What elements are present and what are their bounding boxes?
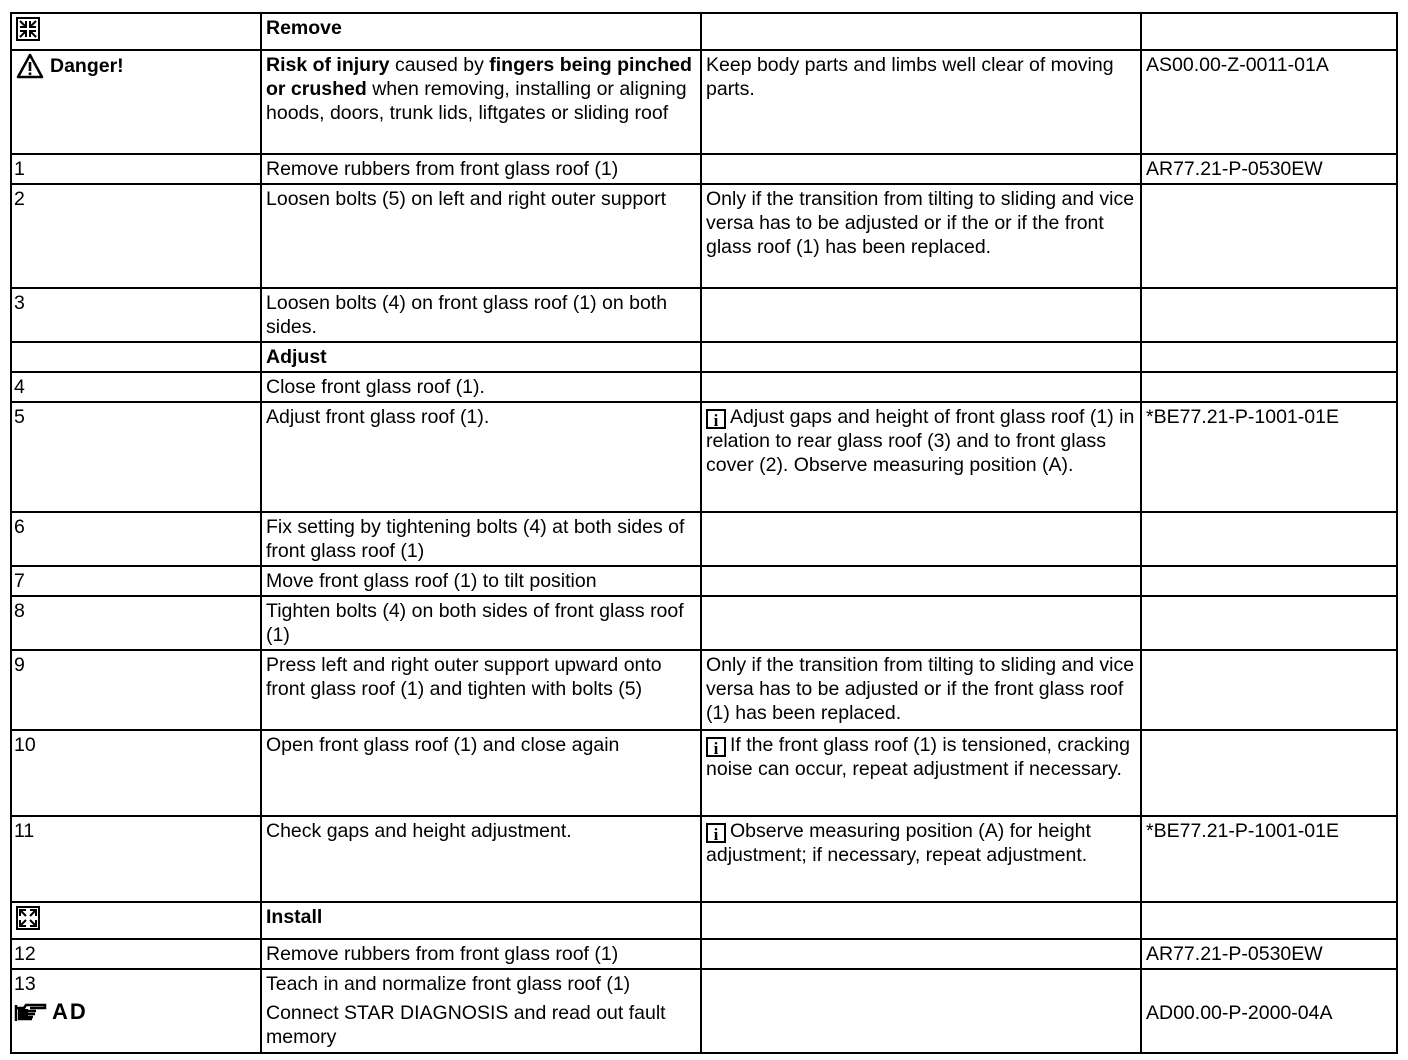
step-row (11, 566, 1397, 596)
section-title: Adjust (261, 342, 701, 372)
section-title: Install (261, 902, 701, 939)
step-row (11, 512, 1397, 566)
step-text: Adjust front glass roof (1). (261, 402, 701, 512)
reference-link[interactable]: AD00.00-P-2000-04A (1146, 1002, 1333, 1024)
step-text: Remove rubbers from front glass roof (1) (261, 154, 701, 184)
reference-link (1141, 596, 1397, 650)
pointing-hand-icon (14, 1001, 48, 1023)
step-note (701, 596, 1141, 650)
step-row (11, 596, 1397, 650)
step-note: i If the front glass roof (1) is tensioned, cracking noise can occur, repeat adjustment if necessary. (701, 730, 1141, 816)
info-icon: i (706, 409, 726, 429)
step-text: Move front glass roof (1) to tilt position (261, 566, 701, 596)
step-number: 4 (11, 372, 261, 402)
step-text: Tighten bolts (4) on both sides of front glass roof (1) (261, 596, 701, 650)
step-row (11, 372, 1397, 402)
removal-icon (16, 17, 40, 41)
step-text: Open front glass roof (1) and close again (261, 730, 701, 816)
step-row (11, 288, 1397, 342)
step-row (11, 184, 1397, 288)
step-note (701, 512, 1141, 566)
reference-link[interactable]: *BE77.21-P-1001-01E (1141, 816, 1397, 902)
step-number: 9 (11, 650, 261, 730)
reference-link[interactable]: AR77.21-P-0530EW (1141, 154, 1397, 184)
step-note: Only if the transition from tilting to sliding and vice versa has to be adjusted or if the front glass roof (1) has been replaced. (701, 650, 1141, 730)
step-row (11, 939, 1397, 969)
step-number: 11 (11, 816, 261, 902)
step-text: Check gaps and height adjustment. (261, 816, 701, 902)
ad-label: AD (52, 999, 88, 1024)
danger-text: Risk of injury caused by fingers being pinched or crushed when removing, installing or aligning hoods, doors, trunk lids, liftgates or sliding roof (261, 50, 701, 154)
step-note (701, 566, 1141, 596)
step-number: 8 (11, 596, 261, 650)
step-row (11, 402, 1397, 512)
step-row (11, 730, 1397, 816)
info-icon: i (706, 823, 726, 843)
step-number: 13 (14, 973, 36, 995)
danger-note: Keep body parts and limbs well clear of moving parts. (701, 50, 1141, 154)
step-text: Fix setting by tightening bolts (4) at both sides of front glass roof (1) (261, 512, 701, 566)
section-row-remove (11, 13, 1397, 50)
step-note (701, 288, 1141, 342)
step-note (701, 969, 1141, 1053)
step-text: Close front glass roof (1). (261, 372, 701, 402)
reference-link[interactable]: *BE77.21-P-1001-01E (1141, 402, 1397, 512)
step-text-secondary: Connect STAR DIAGNOSIS and read out fault memory (266, 1002, 666, 1048)
step-note: Only if the transition from tilting to sliding and vice versa has to be adjusted or if the or if the front glass roof (1) has been replaced. (701, 184, 1141, 288)
warning-triangle-icon (16, 53, 44, 79)
danger-row (11, 50, 1397, 154)
reference-link (1141, 512, 1397, 566)
step-row (11, 816, 1397, 902)
reference-link (1141, 184, 1397, 288)
procedure-table (10, 12, 1398, 1054)
step-note (701, 939, 1141, 969)
reference-link (1141, 730, 1397, 816)
reference-link (1141, 650, 1397, 730)
info-icon: i (706, 737, 726, 757)
step-text: Loosen bolts (4) on front glass roof (1) on both sides. (261, 288, 701, 342)
reference-link (1141, 372, 1397, 402)
step-number: 1 (11, 154, 261, 184)
reference-link (1141, 566, 1397, 596)
step-note: i Observe measuring position (A) for height adjustment; if necessary, repeat adjustment. (701, 816, 1141, 902)
section-title: Remove (261, 13, 701, 50)
section-row-adjust (11, 342, 1397, 372)
step-note: i Adjust gaps and height of front glass roof (1) in relation to rear glass roof (3) and to front glass cover (2). Observe measuring position (A). (701, 402, 1141, 512)
step-text: Remove rubbers from front glass roof (1) (261, 939, 701, 969)
danger-label: Danger! (50, 55, 124, 77)
step-number: 7 (11, 566, 261, 596)
reference-link (1141, 288, 1397, 342)
step-text: Loosen bolts (5) on left and right outer support (261, 184, 701, 288)
step-text: Press left and right outer support upward onto front glass roof (1) and tighten with bolts (5) (261, 650, 701, 730)
step-note (701, 372, 1141, 402)
step-number: 12 (11, 939, 261, 969)
section-row-install (11, 902, 1397, 939)
step-note (701, 154, 1141, 184)
step-text: Teach in and normalize front glass roof (1) (266, 973, 631, 995)
step-number: 2 (11, 184, 261, 288)
step-row (11, 969, 1397, 1053)
step-number: 10 (11, 730, 261, 816)
step-number: 6 (11, 512, 261, 566)
step-row (11, 650, 1397, 730)
step-row (11, 154, 1397, 184)
reference-link[interactable]: AS00.00-Z-0011-01A (1141, 50, 1397, 154)
step-number: 5 (11, 402, 261, 512)
step-number: 3 (11, 288, 261, 342)
reference-link[interactable]: AR77.21-P-0530EW (1141, 939, 1397, 969)
installation-icon (16, 906, 40, 930)
